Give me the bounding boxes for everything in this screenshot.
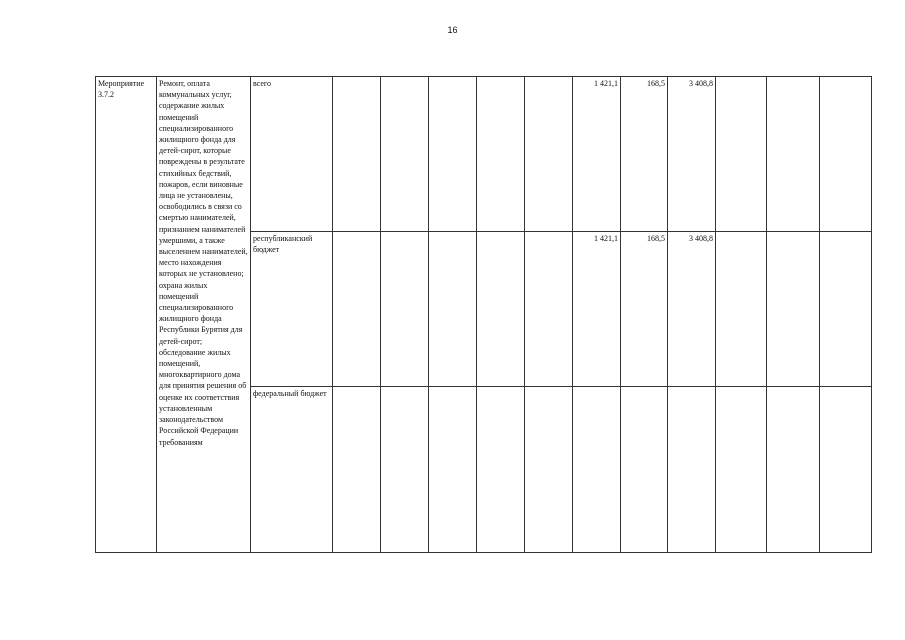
value-cell: 1 421,1 <box>573 77 621 232</box>
value-cell <box>716 232 767 387</box>
value-cell <box>381 232 429 387</box>
measure-code: Мероприятие 3.7.2 <box>96 77 157 553</box>
value-cell <box>716 77 767 232</box>
measure-description: Ремонт, оплата коммунальных услуг, содержание жилых помещений специализированного жилищного фонда для детей-сирот, которые повреждены в результате стихийных бедствий, пожаров, если виновные лица не установлены, освободились в связи со смертью нанимателей, признанием нанимателей умершими, а также выселением нанимателей, место нахождения которых не установлено; охрана жилых помещений специализированного жилищного фонда Республики Бурятия для детей-сирот; обследование жилых помещений, многоквартирного дома для принятия решения об оценке их соответствия установленным законодательством Российской Федерации требованиям <box>157 77 251 553</box>
page-number: 16 <box>447 25 458 35</box>
value-cell: 168,5 <box>621 232 668 387</box>
budget-table <box>95 76 872 553</box>
value-cell <box>333 77 381 232</box>
value-cell: 168,5 <box>621 77 668 232</box>
value-cell <box>767 387 820 553</box>
value-cell <box>767 77 820 232</box>
value-cell <box>381 77 429 232</box>
funding-source: федеральный бюджет <box>251 387 333 553</box>
value-cell <box>429 387 477 553</box>
value-cell <box>525 77 573 232</box>
value-cell <box>767 232 820 387</box>
value-cell <box>716 387 767 553</box>
value-cell <box>820 77 872 232</box>
value-cell <box>477 232 525 387</box>
table-row <box>96 77 872 232</box>
value-cell <box>525 387 573 553</box>
value-cell: 1 421,1 <box>573 232 621 387</box>
funding-source: республиканский бюджет <box>251 232 333 387</box>
value-cell: 3 408,8 <box>668 77 716 232</box>
value-cell <box>333 232 381 387</box>
value-cell <box>621 387 668 553</box>
value-cell <box>429 77 477 232</box>
value-cell <box>668 387 716 553</box>
value-cell <box>820 387 872 553</box>
value-cell <box>477 387 525 553</box>
funding-source: всего <box>251 77 333 232</box>
value-cell <box>333 387 381 553</box>
value-cell: 3 408,8 <box>668 232 716 387</box>
value-cell <box>820 232 872 387</box>
value-cell <box>477 77 525 232</box>
value-cell <box>573 387 621 553</box>
value-cell <box>525 232 573 387</box>
value-cell <box>381 387 429 553</box>
value-cell <box>429 232 477 387</box>
